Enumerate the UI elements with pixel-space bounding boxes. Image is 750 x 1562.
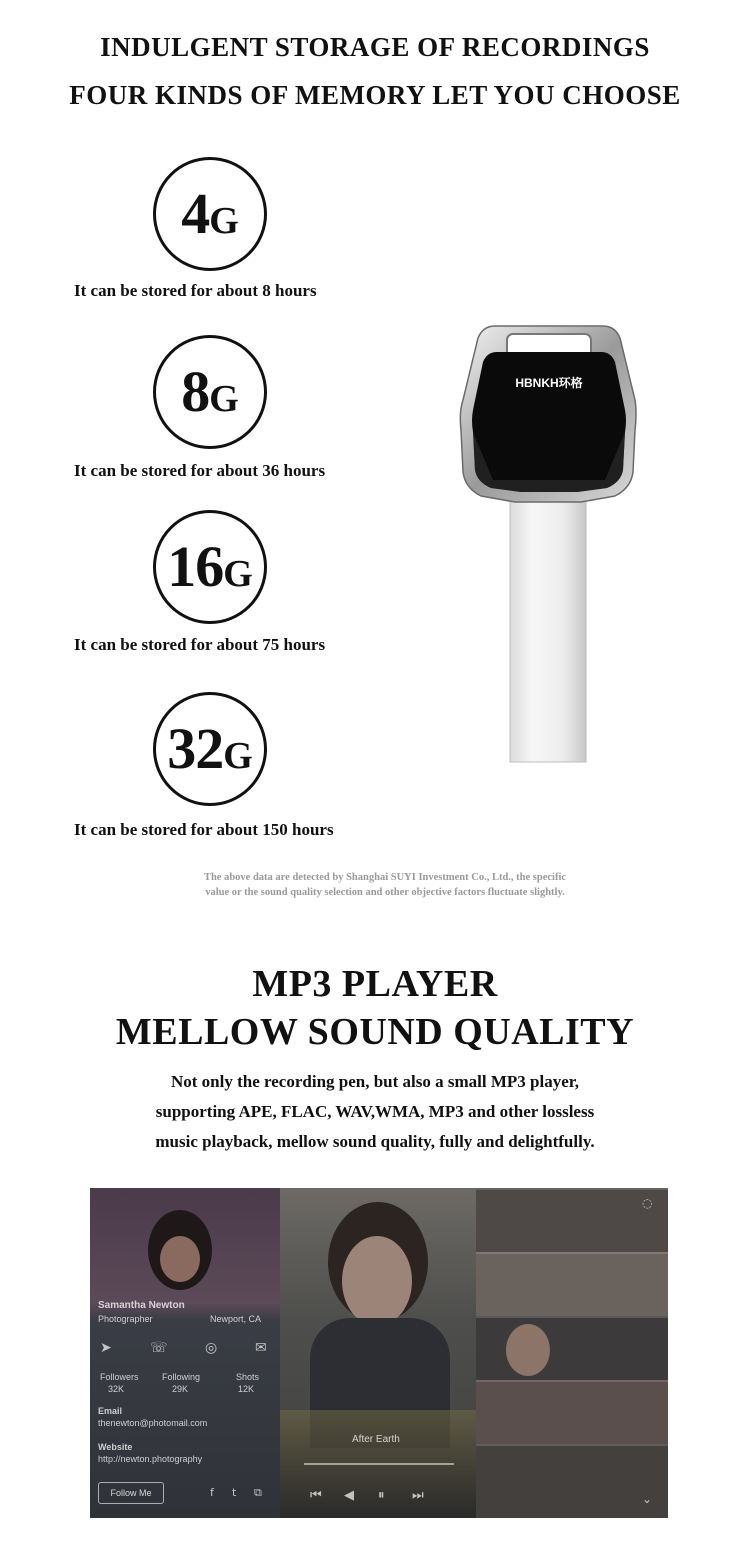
email-value: thenewton@photomail.com <box>98 1418 208 1428</box>
capacity-unit: G <box>209 378 239 420</box>
music-app-collage <box>90 1188 668 1518</box>
follow-button[interactable]: Follow Me <box>98 1482 164 1504</box>
capacity-8g-badge <box>153 335 267 449</box>
capacity-32g-description: It can be stored for about 150 hours <box>74 820 334 839</box>
capacity-number: 4 <box>181 181 210 246</box>
list-item[interactable] <box>476 1444 668 1518</box>
voice-recorder-device <box>455 320 645 770</box>
share-icon[interactable]: ⧉ <box>254 1486 262 1499</box>
capacity-number: 32 <box>167 716 224 781</box>
device-illustration <box>455 320 645 770</box>
capacity-unit: G <box>209 200 239 242</box>
progress-bar[interactable] <box>304 1463 454 1465</box>
website-value: http://newton.photography <box>98 1454 203 1464</box>
capacity-32g-badge <box>153 692 267 806</box>
disclaimer-line-2: value or the sound quality selection and other objective factors fluctuate slightly. <box>205 887 565 898</box>
capacity-8g-description: It can be stored for about 36 hours <box>74 461 326 480</box>
stat-followers-value: 32K <box>108 1384 125 1394</box>
pause-icon[interactable]: ⏸ <box>378 1488 385 1503</box>
mp3-subtitle: MELLOW SOUND QUALITY <box>115 1011 635 1053</box>
chat-icon[interactable]: ✉ <box>255 1340 267 1356</box>
list-avatar <box>506 1324 550 1376</box>
headline-memory: FOUR KINDS OF MEMORY LET YOU CHOOSE <box>69 80 681 110</box>
mp3-description-line: music playback, mellow sound quality, fully and delightfully. <box>155 1132 595 1151</box>
mp3-description-line: supporting APE, FLAC, WAV,WMA, MP3 and other lossless <box>155 1102 595 1121</box>
list-item[interactable] <box>476 1252 668 1318</box>
stat-shots-label: Shots <box>236 1372 260 1382</box>
capacity-unit: G <box>223 735 253 777</box>
capacity-16g-description: It can be stored for about 75 hours <box>74 635 326 654</box>
stat-following-value: 29K <box>172 1384 189 1394</box>
stat-followers-label: Followers <box>100 1372 139 1382</box>
website-label: Website <box>98 1442 133 1452</box>
artist-face <box>342 1236 412 1326</box>
list-item[interactable] <box>476 1380 668 1446</box>
headline-storage: INDULGENT STORAGE OF RECORDINGS <box>100 32 650 62</box>
profile-panel <box>90 1188 280 1518</box>
previous-icon[interactable]: ⏮ <box>310 1488 322 1503</box>
rewind-icon[interactable]: ◀ <box>344 1488 354 1503</box>
profile-role: Photographer <box>98 1314 153 1324</box>
track-title: After Earth <box>352 1434 400 1445</box>
capacity-4g-description: It can be stored for about 8 hours <box>74 281 317 300</box>
stat-shots-value: 12K <box>238 1384 255 1394</box>
camera-icon[interactable]: ◎ <box>205 1340 218 1356</box>
profile-location: Newport, CA <box>210 1314 262 1324</box>
capacity-unit: G <box>223 553 253 595</box>
disclaimer-line-1: The above data are detected by Shanghai SUYI Investment Co., Ltd., the specific <box>203 872 567 883</box>
device-brand-label: HBNKH环格 <box>515 376 583 390</box>
capacity-number: 16 <box>167 534 224 599</box>
facebook-icon[interactable]: f <box>210 1486 214 1499</box>
capacity-number: 8 <box>181 359 210 424</box>
menu-icon[interactable]: ◌ <box>642 1196 653 1210</box>
mp3-description <box>0 1067 750 1157</box>
list-item[interactable] <box>476 1188 668 1254</box>
stat-following-label: Following <box>162 1372 201 1382</box>
mp3-description-line: Not only the recording pen, but also a small MP3 player, <box>170 1072 579 1091</box>
send-icon[interactable]: ➤ <box>100 1340 112 1356</box>
capacity-16g-badge <box>153 510 267 624</box>
list-item[interactable] <box>476 1316 668 1382</box>
capacity-4g-badge <box>153 157 267 271</box>
profile-face <box>160 1236 200 1282</box>
artist-list-panel <box>476 1188 668 1518</box>
phone-icon[interactable]: ☏ <box>150 1340 168 1356</box>
email-label: Email <box>98 1406 123 1416</box>
chevron-down-icon[interactable]: ⌄ <box>642 1492 653 1506</box>
profile-name: Samantha Newton <box>98 1300 185 1311</box>
now-playing-panel <box>280 1188 476 1518</box>
next-icon[interactable]: ⏭ <box>412 1488 424 1503</box>
mp3-title: MP3 PLAYER <box>252 963 498 1005</box>
twitter-icon[interactable]: t <box>232 1486 237 1499</box>
